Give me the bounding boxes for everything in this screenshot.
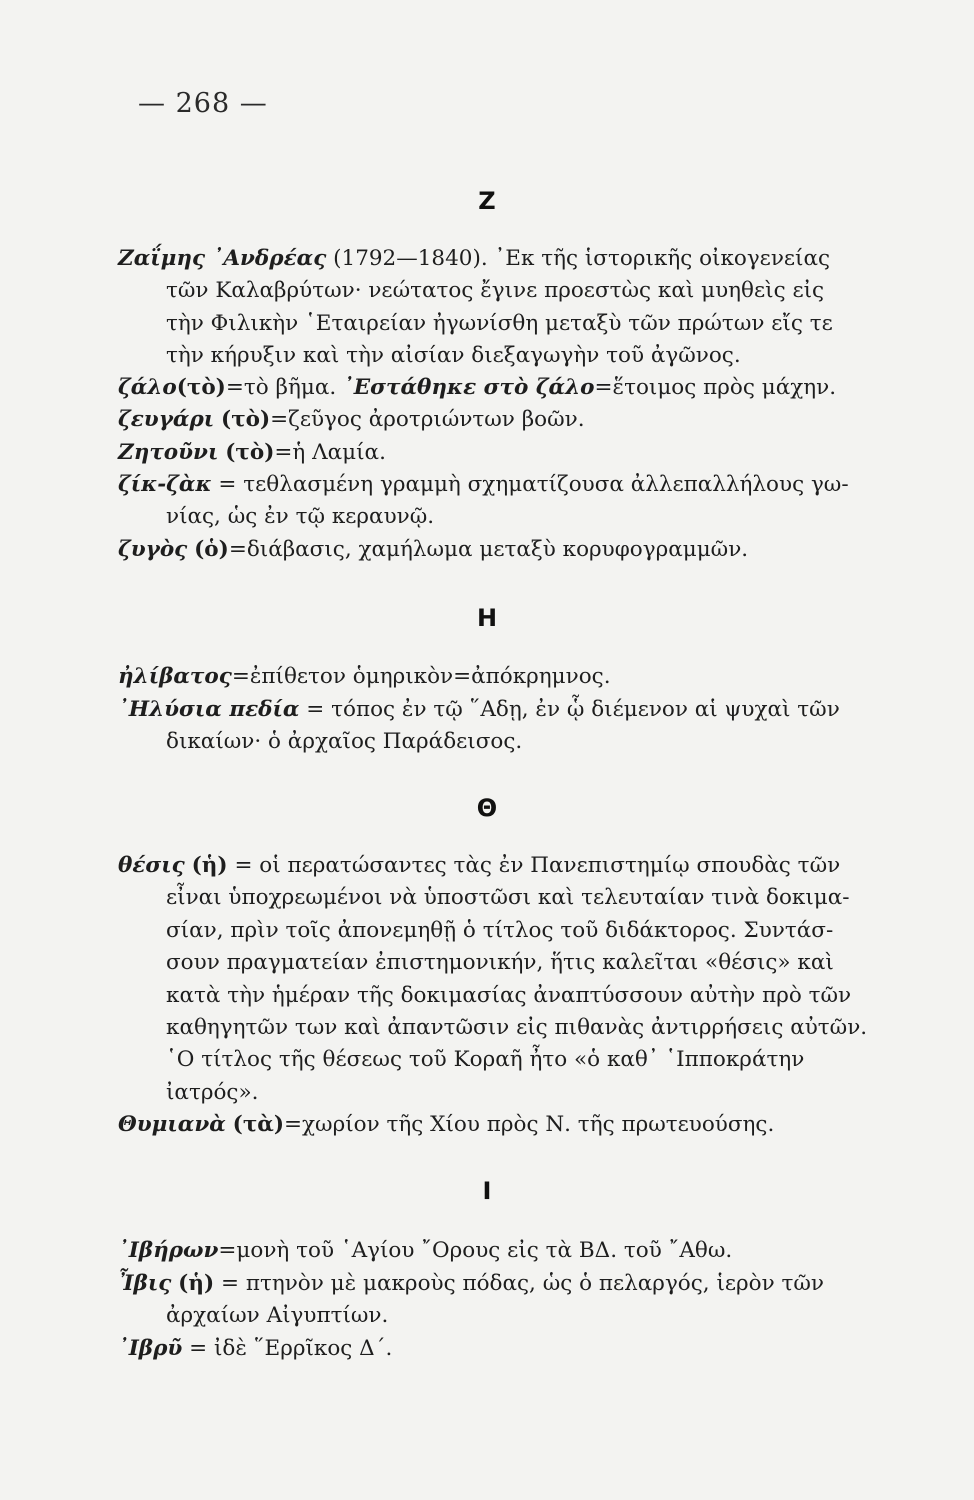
article: (τὸ) [176, 375, 226, 400]
definition-text: = ἰδὲ ῞Ερρῖκος Δ΄. [189, 1336, 393, 1361]
definition-text: = πτηνὸν μὲ μακροὺς πόδας, ὡς ὁ πελαργός, ἱερὸν τῶν [220, 1271, 825, 1296]
section-heading-eta: Η [476, 604, 498, 632]
headword: ζίκ-ζὰκ [118, 472, 212, 497]
entry-thymiana [118, 1109, 858, 1141]
example-phrase: ᾿Εστάθηκε στὸ ζάλο [343, 375, 595, 400]
definition-text: =ἡ Λαμία. [274, 440, 386, 465]
entry-zitouni [118, 437, 858, 469]
headword: Ζαΐμης ᾿Ανδρέας [118, 246, 327, 271]
definition-text: =ἕτοιμος πρὸς μάχην. [594, 375, 837, 400]
headword: Θυμιανὰ [118, 1112, 226, 1137]
entry-thesis [118, 850, 868, 1109]
article: (τὸ) [221, 407, 271, 432]
headword: ζάλο [118, 375, 177, 400]
article: (ὁ) [194, 537, 229, 562]
definition-text: = τεθλασμένη γραμμὴ σχηματίζουσα ἀλλεπαλλήλους γω- [218, 472, 849, 497]
headword: ᾿Ιβρῦ [118, 1336, 183, 1361]
definition-text: κατὰ τὴν ἡμέραν τῆς δοκιμασίας ἀναπτύσσουν αὐτὴν πρὸ τῶν [166, 982, 852, 1008]
headword: ἠλίβατος [118, 664, 232, 689]
definition-text: τὴν κήρυξιν καὶ τὴν αἰσίαν διεξαγωγὴν τοῦ ἀγῶνος. [166, 343, 741, 369]
definition-text: τὴν Φιλικὴν ῾Εταιρείαν ἠγωνίσθη μεταξὺ τῶν πρώτων εἴς τε [166, 310, 833, 336]
definition-text: =ἐπίθετον ὁμηρικὸν=ἀπόκρημνος. [231, 664, 611, 689]
definition-text: νίας, ὡς ἐν τῷ κεραυνῷ. [166, 504, 435, 530]
definition-text: =τὸ βῆμα. [225, 375, 337, 400]
entry-ivrou [118, 1333, 858, 1365]
definition-text: =ζεῦγος ἀροτριώντων βοῶν. [270, 407, 585, 432]
definition-text: καθηγητῶν των καὶ ἀπαντῶσιν εἰς πιθανὰς ἀντιρρήσεις αὐτῶν. [166, 1015, 868, 1041]
definition-text: τῶν Καλαβρύτων· νεώτατος ἔγινε προεστὼς καὶ μυηθεὶς εἰς [166, 278, 825, 304]
article: (τὸ) [225, 440, 275, 465]
definition-text: εἶναι ὑποχρεωμένοι νὰ ὑποστῶσι καὶ τελευταίαν τινὰ δοκιμα- [166, 885, 850, 911]
entry-ilysia [118, 694, 858, 759]
headword: ᾿Ιβήρων [118, 1238, 219, 1263]
definition-text: = οἱ περατώσαντες τὰς ἐν Πανεπιστημίῳ σπουδὰς τῶν [234, 853, 841, 878]
section-heading-iota: Ι [482, 1177, 492, 1205]
article: (ἡ) [191, 853, 228, 878]
headword: ζυγὸς [118, 537, 188, 562]
entry-iviron [118, 1235, 858, 1267]
page-number: — 268 — [138, 88, 268, 119]
definition-text: δικαίων· ὁ ἀρχαῖος Παράδεισος. [166, 729, 523, 755]
entry-ivis [118, 1268, 858, 1333]
headword: Ζητοῦνι [118, 440, 219, 465]
headword: ζευγάρι [118, 407, 215, 432]
definition-text: ῾Ο τίτλος τῆς θέσεως τοῦ Κοραῆ ἦτο «ὁ καθ᾿ ῾Ιπποκράτην [166, 1047, 805, 1073]
definition-text: =χωρίον τῆς Χίου πρὸς Ν. τῆς πρωτευούσης. [284, 1112, 775, 1137]
definition-text: =διάβασις, χαμήλωμα μεταξὺ κορυφογραμμῶν. [228, 537, 749, 562]
definition-text: = τόπος ἐν τῷ ῞Αδῃ, ἐν ᾧ διέμενον αἱ ψυχαὶ τῶν [306, 697, 840, 722]
definition-text: σίαν, πρὶν τοῖς ἀπονεμηθῇ ὁ τίτλος τοῦ διδάκτορος. Συντάσ- [166, 917, 834, 943]
definition-text: =μονὴ τοῦ ῾Αγίου ῎Ορους εἰς τὰ ΒΔ. τοῦ ῎Αθω. [218, 1238, 733, 1263]
headword: θέσις [118, 853, 185, 878]
entry-zaimis [118, 243, 858, 373]
definition-text: σουν πραγματείαν ἐπιστημονικήν, ἥτις καλεῖται «θέσις» καὶ [166, 950, 834, 976]
section-heading-theta: Θ [476, 794, 498, 822]
entry-ilivatos [118, 661, 858, 693]
headword: Ἶβις [118, 1271, 172, 1296]
headword: ᾿Ηλύσια πεδία [118, 697, 300, 722]
definition-text: ἰατρός». [166, 1079, 259, 1105]
article: (ἡ) [178, 1271, 215, 1296]
definition-text: (1792—1840). ᾿Εκ τῆς ἱστορικῆς οἰκογενείας [333, 246, 831, 271]
entry-zevgari [118, 404, 858, 436]
article: (τὰ) [232, 1112, 284, 1137]
definition-text: ἀρχαίων Αἰγυπτίων. [166, 1303, 389, 1329]
entry-zikzak [118, 469, 858, 534]
entry-zalo [118, 372, 858, 404]
entry-zygos [118, 534, 858, 566]
section-heading-z: Ζ [478, 187, 496, 215]
